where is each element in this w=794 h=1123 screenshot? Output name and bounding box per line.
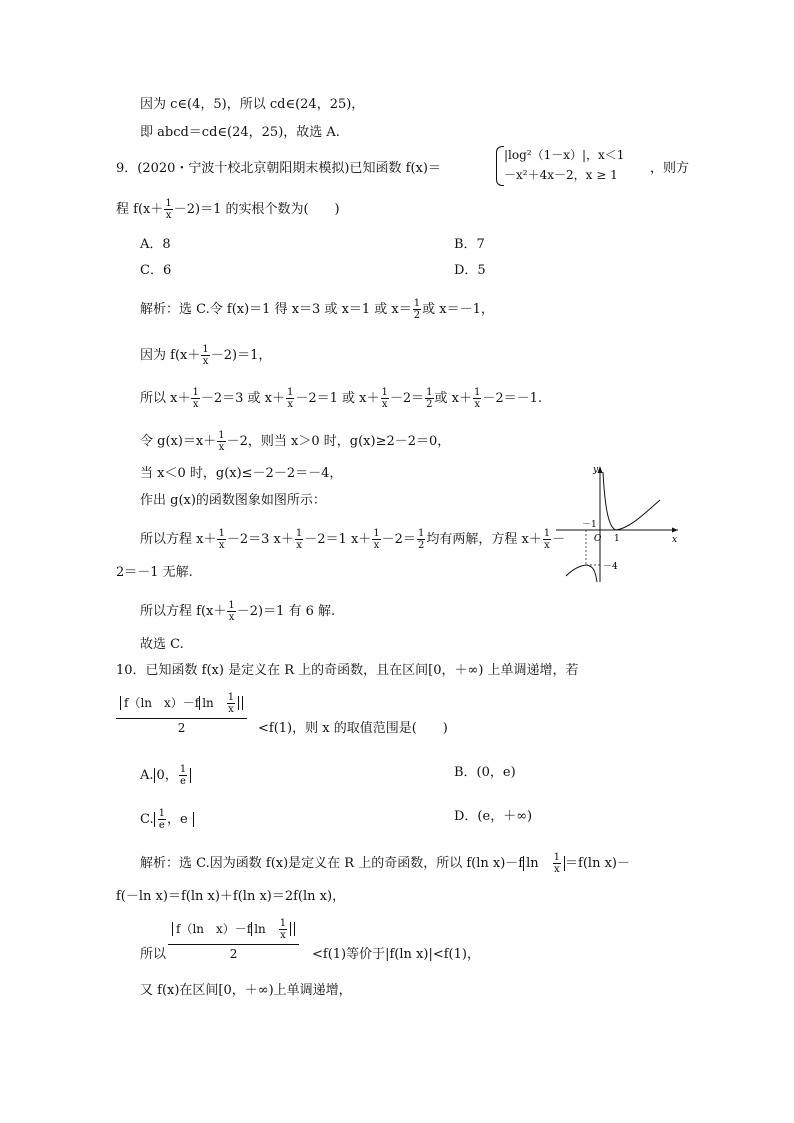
solution-line: <f(1)等价于|f(ln x)|<f(1)， <box>312 947 480 962</box>
solution-line: 又 f(x)在区间[0，＋∞)上单调递增， <box>140 983 352 998</box>
curve-negative-branch <box>566 565 597 582</box>
option-a[interactable]: A．8 <box>140 237 171 252</box>
x-label: x <box>672 535 678 545</box>
solution-line: 所以方程 x＋ $\frac{1}{x}$ －2＝3 x＋ $\frac{1}{x}$ －2＝1 x＋ $\frac{1}{x}$ －2＝ $\frac{1}{2}$ 均有两解，方程 x＋ $\frac{1}{x}$ － <box>140 528 566 551</box>
option-d[interactable]: D．(e，＋∞) <box>454 809 533 824</box>
solution-line: 所以 x＋ $\frac{1}{x}$ －2＝3 或 x＋ $\frac{1}{x}$ －2＝1 或 x＋ $\frac{1}{x}$ －2＝ $\frac{1}{2}$ 或 x＋ $\frac{1}{x}$ －2＝－1. <box>140 387 543 410</box>
solution-fraction: f（ln x）－f ln $\frac{1}{x}$ 2 <box>168 916 299 961</box>
solution-line: 解析：选 C.因为函数 f(x)是定义在 R 上的奇函数，所以 f(ln x)－f ln $\frac{1}{x}$ ＝f(ln x)－ <box>140 852 630 875</box>
tick-label: －1 <box>582 520 597 530</box>
solution-line: 解析：选 C.令 f(x)＝1 得 x＝3 或 x＝1 或 x＝ $\frac{1}{2}$ 或 x＝－1， <box>140 298 494 321</box>
question-9-tail: ，则方 <box>650 161 690 176</box>
curve-positive-branch <box>603 472 660 530</box>
function-graph <box>552 462 682 586</box>
question-10-head: 10．已知函数 f(x) 是定义在 R 上的奇函数，且在区间[0，＋∞) 上单调递增，若 <box>116 663 579 678</box>
option-c[interactable]: C．6 <box>140 263 172 278</box>
question-10-fraction: f（ln x）－f ln $\frac{1}{x}$ 2 <box>116 690 247 735</box>
solution-line: f(－ln x)＝f(ln x)＋f(ln x)＝2f(ln x)， <box>116 889 346 904</box>
option-c[interactable]: C. $\frac{1}{e}$ ，e <box>140 808 194 831</box>
option-b[interactable]: B．(0，e) <box>454 765 516 780</box>
origin-label: O <box>594 534 602 544</box>
solution-line: 令 g(x)＝x＋ $\frac{1}{x}$ －2，则当 x＞0 时，g(x)≥2－2＝0， <box>140 430 451 453</box>
y-axis-arrow-icon <box>598 466 603 473</box>
option-d[interactable]: D．5 <box>454 263 486 278</box>
x-axis-arrow-icon <box>672 528 678 533</box>
piecewise-case-1: |log²（1－x）|，x＜1 <box>504 148 625 162</box>
option-a[interactable]: A. 0， $\frac{1}{e}$ <box>140 764 191 787</box>
solution-line: 故选 C. <box>140 637 184 652</box>
piecewise-case-2: －x²＋4x－2，x ≥ 1 <box>504 168 618 182</box>
solution-line: 因为 c∈(4，5)，所以 cd∈(24，25)， <box>140 97 365 112</box>
solution-line: 2＝－1 无解. <box>116 565 193 580</box>
solution-line: 因为 f(x＋ $\frac{1}{x}$ －2)＝1， <box>140 344 272 367</box>
solution-line: 当 x＜0 时，g(x)≤－2－2＝－4， <box>140 466 343 481</box>
question-10-tail: <f(1)，则 x 的取值范围是( ) <box>258 721 448 736</box>
solution-line: 作出 g(x)的函数图象如图所示： <box>140 493 326 508</box>
question-9-head: 9．(2020・宁波十校北京朝阳期末模拟)已知函数 f(x)＝ <box>116 161 441 176</box>
y-label: y <box>593 465 599 475</box>
solution-line: 所以方程 f(x＋ $\frac{1}{x}$ －2)＝1 有 6 解. <box>140 600 336 623</box>
solution-line: 所以 <box>140 947 167 962</box>
solution-line: 即 abcd＝cd∈(24，25)，故选 A. <box>140 125 340 140</box>
tick-label: 1 <box>614 534 620 544</box>
tick-label: －4 <box>603 562 618 572</box>
question-9-line2: 程 f(x＋ $\frac{1}{x}$ －2)＝1 的实根个数为( ) <box>116 198 340 221</box>
option-b[interactable]: B．7 <box>454 237 485 252</box>
piecewise-brace <box>496 146 504 186</box>
